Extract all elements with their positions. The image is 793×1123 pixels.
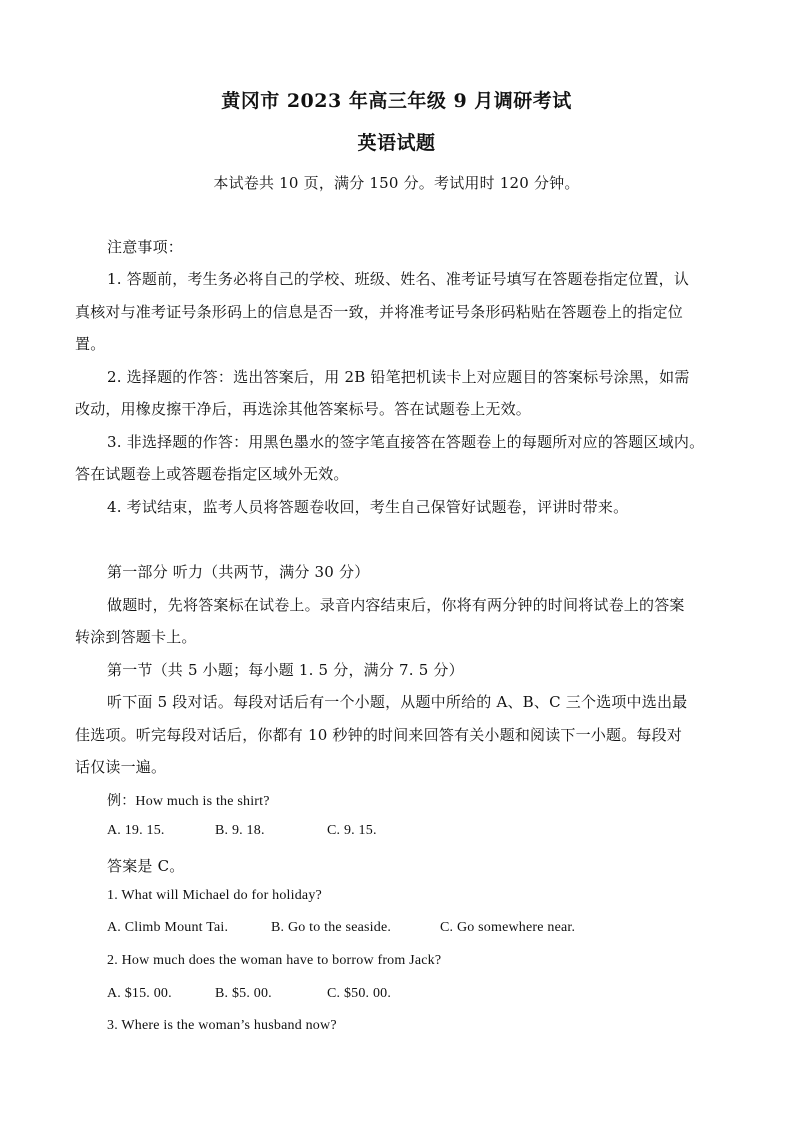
note-item-1-line-1: 1. 答题前，考生务必将自己的学校、班级、姓名、准考证号填写在答题卷指定位置，认: [107, 270, 690, 288]
example-answer: 答案是 C。: [107, 857, 185, 875]
note-item-2-line-2: 改动，用橡皮擦干净后，再选涂其他答案标号。答在试题卷上无效。: [75, 400, 532, 418]
section1-intro-line-1: 听下面 5 段对话。每段对话后有一个小题，从题中所给的 A、B、C 三个选项中选出最: [107, 693, 688, 711]
question-1-option-c: C. Go somewhere near.: [440, 920, 576, 935]
question-1-option-b: B. Go to the seaside.: [271, 920, 392, 935]
note-item-4-line-1: 4. 考试结束，监考人员将答题卷收回，考生自己保管好试题卷，评讲时带来。: [107, 498, 629, 516]
question-3: 3. Where is the woman’s husband now?: [107, 1018, 337, 1033]
question-2-option-b: B. $5. 00.: [215, 986, 272, 1001]
exam-subtitle: 英语试题: [357, 132, 436, 154]
exam-info: 本试卷共 10 页，满分 150 分。考试用时 120 分钟。: [213, 174, 580, 192]
part1-intro-line-2: 转涂到答题卡上。: [75, 628, 197, 646]
question-2: 2. How much does the woman have to borrow from Jack?: [107, 953, 442, 968]
example-question: 例：How much is the shirt?: [107, 794, 270, 809]
question-2-option-c: C. $50. 00.: [327, 986, 392, 1001]
section1-heading: 第一节（共 5 小题；每小题 1. 5 分，满分 7. 5 分）: [107, 661, 464, 679]
note-item-1-line-3: 置。: [75, 335, 106, 353]
section1-intro-line-2: 佳选项。听完每段对话后，你都有 10 秒钟的时间来回答有关小题和阅读下一小题。每段对: [75, 726, 683, 744]
notes-heading: 注意事项：: [107, 238, 184, 256]
note-item-1-line-2: 真核对与准考证号条形码上的信息是否一致，并将准考证号条形码粘贴在答题卷上的指定位: [75, 303, 684, 321]
example-option-b: B. 9. 18.: [215, 823, 265, 838]
exam-title: 黄冈市 2023 年高三年级 9 月调研考试: [221, 90, 572, 112]
part1-heading: 第一部分 听力（共两节，满分 30 分）: [107, 563, 370, 581]
section1-intro-line-3: 话仅读一遍。: [75, 758, 167, 776]
example-option-a: A. 19. 15.: [107, 823, 165, 838]
note-item-2-line-1: 2. 选择题的作答：选出答案后，用 2B 铅笔把机读卡上对应题目的答案标号涂黑，如需: [107, 368, 690, 386]
example-option-c: C. 9. 15.: [327, 823, 377, 838]
part1-intro-line-1: 做题时，先将答案标在试卷上。录音内容结束后，你将有两分钟的时间将试卷上的答案: [107, 596, 685, 614]
note-item-3-line-1: 3. 非选择题的作答：用黑色墨水的签字笔直接答在答题卷上的每题所对应的答题区域内。: [107, 433, 705, 451]
note-item-3-line-2: 答在试题卷上或答题卷指定区域外无效。: [75, 465, 349, 483]
question-2-option-a: A. $15. 00.: [107, 986, 172, 1001]
question-1-option-a: A. Climb Mount Tai.: [107, 920, 229, 935]
question-1: 1. What will Michael do for holiday?: [107, 888, 322, 903]
